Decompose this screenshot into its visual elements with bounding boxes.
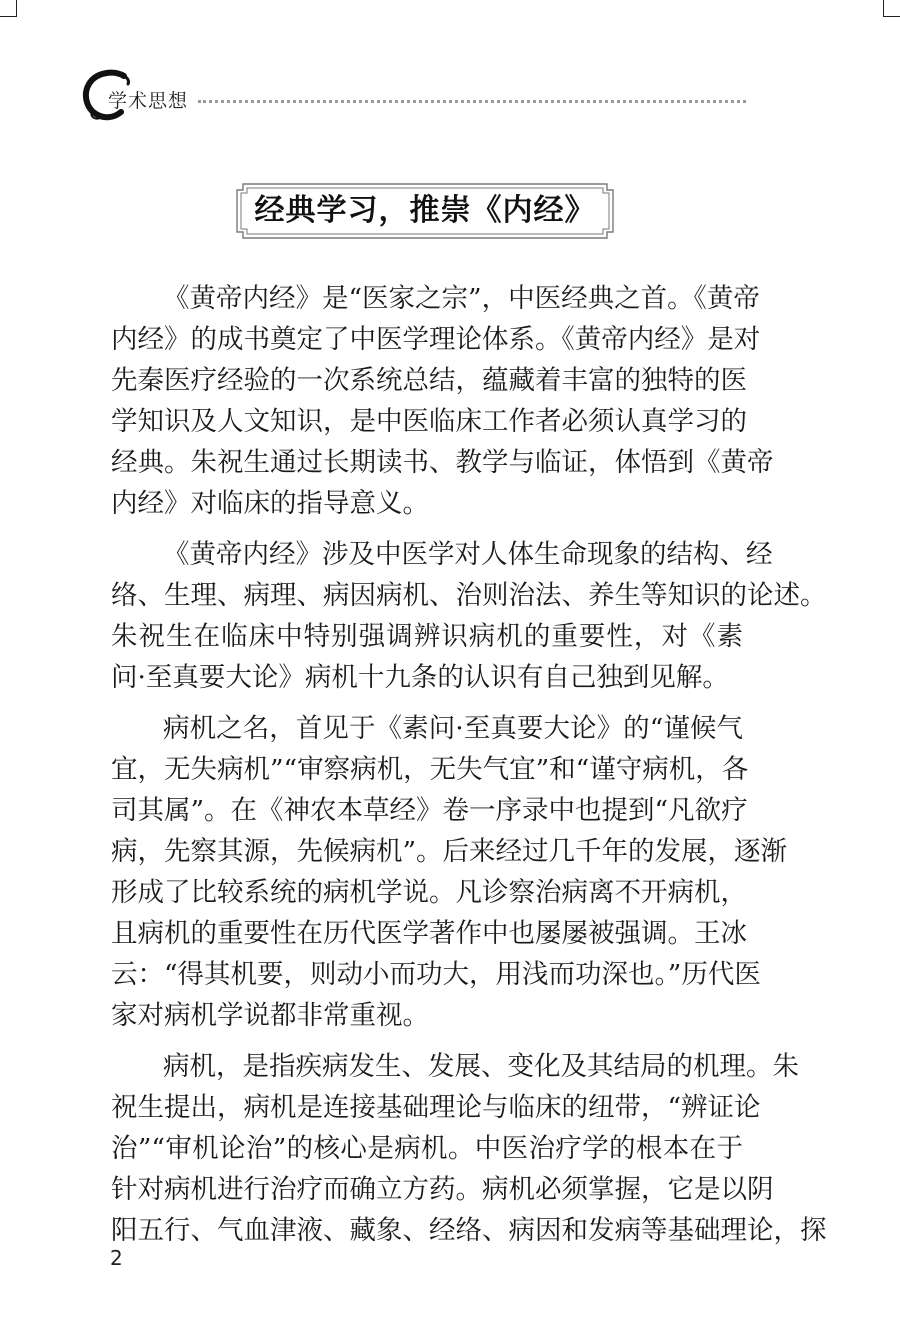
running-head-title: 学术思想 bbox=[108, 90, 189, 112]
paragraph bbox=[111, 708, 788, 1036]
section-heading: 经典学习，推崇《内经》 bbox=[254, 193, 596, 228]
text-line: 形成了比较系统的病机学说。凡诊察治病离不开病机， bbox=[111, 877, 747, 908]
text-line: 病机之名，首见于《素问·至真要大论》的“谨候气 bbox=[163, 713, 743, 744]
text-line: 问·至真要大论》病机十九条的认识有自己独到见解。 bbox=[111, 662, 729, 693]
text-line: 家对病机学说都非常重视。 bbox=[111, 1000, 429, 1031]
section-title-frame bbox=[233, 182, 617, 240]
paragraph bbox=[111, 1046, 827, 1251]
paragraph bbox=[111, 534, 827, 698]
text-line: 病机，是指疾病发生、发展、变化及其结局的机理。朱 bbox=[163, 1051, 799, 1082]
crop-mark-top-right bbox=[883, 0, 900, 17]
text-line: 先秦医疗经验的一次系统总结，蕴藏着丰富的独特的医 bbox=[111, 365, 747, 396]
text-line: 司其属”。在《神农本草经》卷一序录中也提到“凡欲疗 bbox=[111, 795, 748, 826]
body-text bbox=[111, 278, 827, 1261]
dotted-rule bbox=[198, 100, 746, 103]
text-line: 内经》对临床的指导意义。 bbox=[111, 488, 429, 519]
crop-mark-top-left bbox=[0, 0, 17, 17]
page-number: 2 bbox=[110, 1246, 123, 1270]
text-line: 阳五行、气血津液、藏象、经络、病因和发病等基础理论，探 bbox=[111, 1215, 827, 1246]
text-line: 宜，无失病机”“审察病机，无失气宜”和“谨守病机，各 bbox=[111, 754, 749, 785]
text-line: 治”“审机论治”的核心是病机。中医治疗学的根本在于 bbox=[111, 1133, 743, 1164]
text-line: 内经》的成书奠定了中医学理论体系。《黄帝内经》是对 bbox=[111, 324, 761, 355]
text-line: 《黄帝内经》是“医家之宗”，中医经典之首。《黄帝 bbox=[163, 283, 760, 314]
text-line: 络、生理、病理、病因病机、治则治法、养生等知识的论述。 bbox=[111, 580, 827, 611]
text-line: 经典。朱祝生通过长期读书、教学与临证，体悟到《黄帝 bbox=[111, 447, 774, 478]
text-line: 《黄帝内经》涉及中医学对人体生命现象的结构、经 bbox=[163, 539, 773, 570]
text-line: 病，先察其源，先候病机”。后来经过几千年的发展，逐渐 bbox=[111, 836, 788, 867]
text-line: 针对病机进行治疗而确立方药。病机必须掌握，它是以阴 bbox=[111, 1174, 774, 1205]
text-line: 云：“得其机要，则动小而功大，用浅而功深也。”历代医 bbox=[111, 959, 761, 990]
paragraph bbox=[111, 278, 774, 524]
text-line: 朱祝生在临床中特别强调辨识病机的重要性，对《素 bbox=[111, 621, 743, 652]
text-line: 且病机的重要性在历代医学著作中也屡屡被强调。王冰 bbox=[111, 918, 747, 949]
text-line: 学知识及人文知识，是中医临床工作者必须认真学习的 bbox=[111, 406, 747, 437]
text-line: 祝生提出，病机是连接基础理论与临床的纽带，“辨证论 bbox=[111, 1092, 761, 1123]
running-head bbox=[80, 68, 750, 124]
